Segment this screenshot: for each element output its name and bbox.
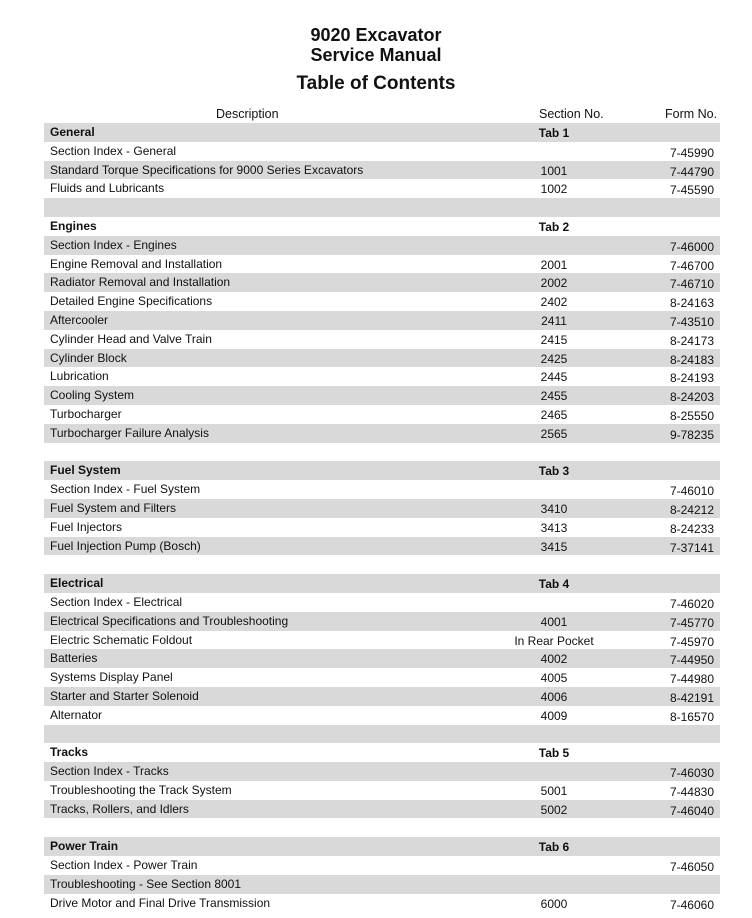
toc-form-number: 8-25550	[669, 408, 714, 423]
toc-form-number: 7-46060	[669, 897, 714, 912]
toc-description: Fuel System and Filters	[50, 500, 177, 515]
toc-section-number: 4002	[540, 652, 568, 667]
toc-description: Section Index - Fuel System	[50, 482, 201, 497]
toc-description: Section Index - Power Train	[50, 858, 198, 873]
toc-tab-row	[44, 837, 720, 856]
toc-spacer-row	[44, 443, 720, 462]
toc-row	[44, 273, 720, 292]
toc-description: Cylinder Block	[50, 350, 127, 365]
toc-section-number: 3413	[540, 520, 568, 535]
toc-tab-row	[44, 217, 720, 236]
toc-section-number: 4005	[540, 671, 568, 686]
toc-row	[44, 311, 720, 330]
toc-form-number: 8-24173	[669, 333, 714, 348]
toc-section-number: 1002	[540, 182, 568, 197]
toc-section-number: 2425	[540, 351, 568, 366]
toc-row	[44, 781, 720, 800]
toc-form-number: 7-37141	[669, 540, 714, 555]
toc-form-number: 8-24183	[669, 352, 714, 367]
toc-section-number: 2455	[540, 389, 568, 404]
toc-form-number: 8-42191	[669, 690, 714, 705]
toc-section-number: 1001	[540, 163, 568, 178]
toc-description: Power Train	[50, 839, 119, 854]
toc-row	[44, 762, 720, 781]
toc-row	[44, 894, 720, 913]
toc-row	[44, 537, 720, 556]
toc-description: Tracks, Rollers, and Idlers	[50, 801, 189, 816]
toc-row	[44, 330, 720, 349]
toc-row	[44, 649, 720, 668]
document-subtitle: Service Manual	[310, 45, 442, 65]
toc-form-number: 7-44950	[669, 653, 714, 668]
toc-description: Lubrication	[50, 369, 109, 384]
toc-description: Starter and Starter Solenoid	[50, 688, 199, 703]
toc-table	[44, 123, 720, 912]
toc-description: Standard Torque Specifications for 9000 Series Excavators	[50, 162, 364, 177]
toc-row	[44, 612, 720, 631]
toc-tab-row	[44, 123, 720, 142]
toc-description: Section Index - General	[50, 143, 177, 158]
toc-section-number: Tab 4	[538, 577, 570, 592]
toc-description: Section Index - Engines	[50, 237, 177, 252]
toc-description: Troubleshooting - See Section 8001	[50, 876, 242, 891]
toc-description: Alternator	[50, 707, 103, 722]
toc-form-number: 7-44830	[669, 784, 714, 799]
toc-row	[44, 687, 720, 706]
toc-spacer-row	[44, 818, 720, 837]
toc-form-number: 7-46020	[669, 596, 714, 611]
toc-form-number: 8-24233	[669, 521, 714, 536]
toc-section-number: 5001	[540, 783, 568, 798]
toc-section-number: 2465	[540, 407, 568, 422]
toc-description: Tracks	[50, 745, 89, 760]
toc-form-number: 7-45590	[669, 183, 714, 198]
column-header-form: Form No.	[665, 107, 718, 121]
toc-row	[44, 706, 720, 725]
toc-section-number: 2001	[540, 257, 568, 272]
toc-section-number: 2002	[540, 276, 568, 291]
toc-form-number: 8-16570	[669, 709, 714, 724]
toc-row	[44, 179, 720, 198]
toc-tab-row	[44, 743, 720, 762]
toc-form-number: 7-46000	[669, 239, 714, 254]
toc-description: Radiator Removal and Installation	[50, 275, 231, 290]
toc-description: Drive Motor and Final Drive Transmission	[50, 895, 271, 910]
toc-description: Fuel System	[50, 463, 121, 478]
toc-description: General	[50, 125, 95, 139]
toc-section-number: In Rear Pocket	[514, 633, 594, 648]
toc-form-number: 8-24212	[669, 502, 714, 517]
toc-description: Turbocharger	[50, 406, 122, 421]
toc-tab-row	[44, 574, 720, 593]
toc-section-number: Tab 3	[538, 464, 570, 479]
column-header-description: Description	[216, 107, 279, 121]
toc-description: Section Index - Electrical	[50, 594, 183, 609]
toc-section-number: 4009	[540, 708, 568, 723]
toc-description: Systems Display Panel	[50, 670, 173, 685]
toc-section-number: 4001	[540, 614, 568, 629]
toc-spacer-row	[44, 725, 720, 744]
toc-form-number: 7-44790	[669, 164, 714, 179]
toc-form-number: 7-46040	[669, 803, 714, 818]
toc-section-number: 2445	[540, 370, 568, 385]
toc-row	[44, 405, 720, 424]
toc-form-number: 7-46010	[669, 484, 714, 499]
toc-description: Section Index - Tracks	[50, 764, 169, 779]
toc-description: Cooling System	[50, 388, 135, 403]
toc-row	[44, 386, 720, 405]
toc-row	[44, 255, 720, 274]
toc-description: Electrical	[50, 576, 104, 591]
toc-form-number: 7-46710	[669, 277, 714, 292]
toc-row	[44, 631, 720, 650]
toc-section-number: 3415	[540, 539, 568, 554]
toc-form-number: 8-24193	[669, 371, 714, 386]
toc-description: Engines	[50, 218, 97, 233]
toc-section-number: Tab 2	[538, 219, 570, 234]
toc-row	[44, 668, 720, 687]
toc-row	[44, 236, 720, 255]
table-of-contents-heading: Table of Contents	[296, 73, 456, 94]
toc-description: Detailed Engine Specifications	[50, 294, 213, 309]
toc-form-number: 7-46030	[669, 766, 714, 781]
toc-row	[44, 349, 720, 368]
toc-form-number: 7-43510	[669, 314, 714, 329]
toc-description: Batteries	[50, 651, 98, 666]
toc-section-number: Tab 1	[538, 126, 570, 140]
toc-description: Turbocharger Failure Analysis	[50, 425, 209, 440]
toc-description: Fuel Injectors	[50, 519, 123, 534]
toc-description: Fluids and Lubricants	[50, 181, 165, 196]
toc-spacer-row	[44, 555, 720, 574]
toc-section-number: 3410	[540, 501, 568, 516]
toc-tab-row	[44, 461, 720, 480]
toc-section-number: 5002	[540, 802, 568, 817]
toc-row	[44, 424, 720, 443]
toc-description: Aftercooler	[50, 312, 109, 327]
toc-row	[44, 593, 720, 612]
toc-section-number: 2411	[541, 313, 567, 328]
toc-form-number: 9-78235	[669, 427, 714, 442]
toc-row	[44, 518, 720, 537]
toc-form-number: 7-45990	[669, 145, 714, 160]
toc-row	[44, 499, 720, 518]
toc-form-number: 7-46700	[669, 258, 714, 273]
toc-row	[44, 292, 720, 311]
toc-form-number: 7-46050	[669, 860, 714, 875]
toc-section-number: 2415	[540, 332, 568, 347]
toc-section-number: 6000	[540, 896, 568, 911]
toc-spacer-row	[44, 198, 720, 217]
toc-row	[44, 800, 720, 819]
toc-form-number: 8-24163	[669, 296, 714, 311]
toc-row	[44, 875, 720, 894]
toc-row	[44, 480, 720, 499]
toc-description: Electrical Specifications and Troubleshooting	[50, 613, 289, 628]
toc-description: Engine Removal and Installation	[50, 256, 223, 271]
toc-description: Cylinder Head and Valve Train	[50, 331, 212, 346]
toc-form-number: 7-44980	[669, 672, 714, 687]
toc-section-number: Tab 5	[538, 746, 570, 761]
toc-description: Fuel Injection Pump (Bosch)	[50, 538, 201, 553]
toc-row	[44, 161, 720, 180]
toc-description: Troubleshooting the Track System	[50, 782, 232, 797]
toc-section-number: 2565	[540, 426, 568, 441]
toc-row	[44, 856, 720, 875]
column-header-section: Section No.	[539, 107, 604, 121]
toc-form-number: 8-24203	[669, 390, 714, 405]
toc-row	[44, 142, 720, 161]
toc-section-number: Tab 6	[538, 840, 570, 855]
toc-description: Electric Schematic Foldout	[50, 632, 193, 647]
toc-form-number: 7-45770	[669, 615, 714, 630]
toc-section-number: 2402	[540, 295, 568, 310]
toc-form-number: 7-45970	[669, 634, 714, 649]
toc-section-number: 4006	[540, 689, 568, 704]
toc-row	[44, 367, 720, 386]
document-title: 9020 Excavator	[310, 25, 442, 45]
